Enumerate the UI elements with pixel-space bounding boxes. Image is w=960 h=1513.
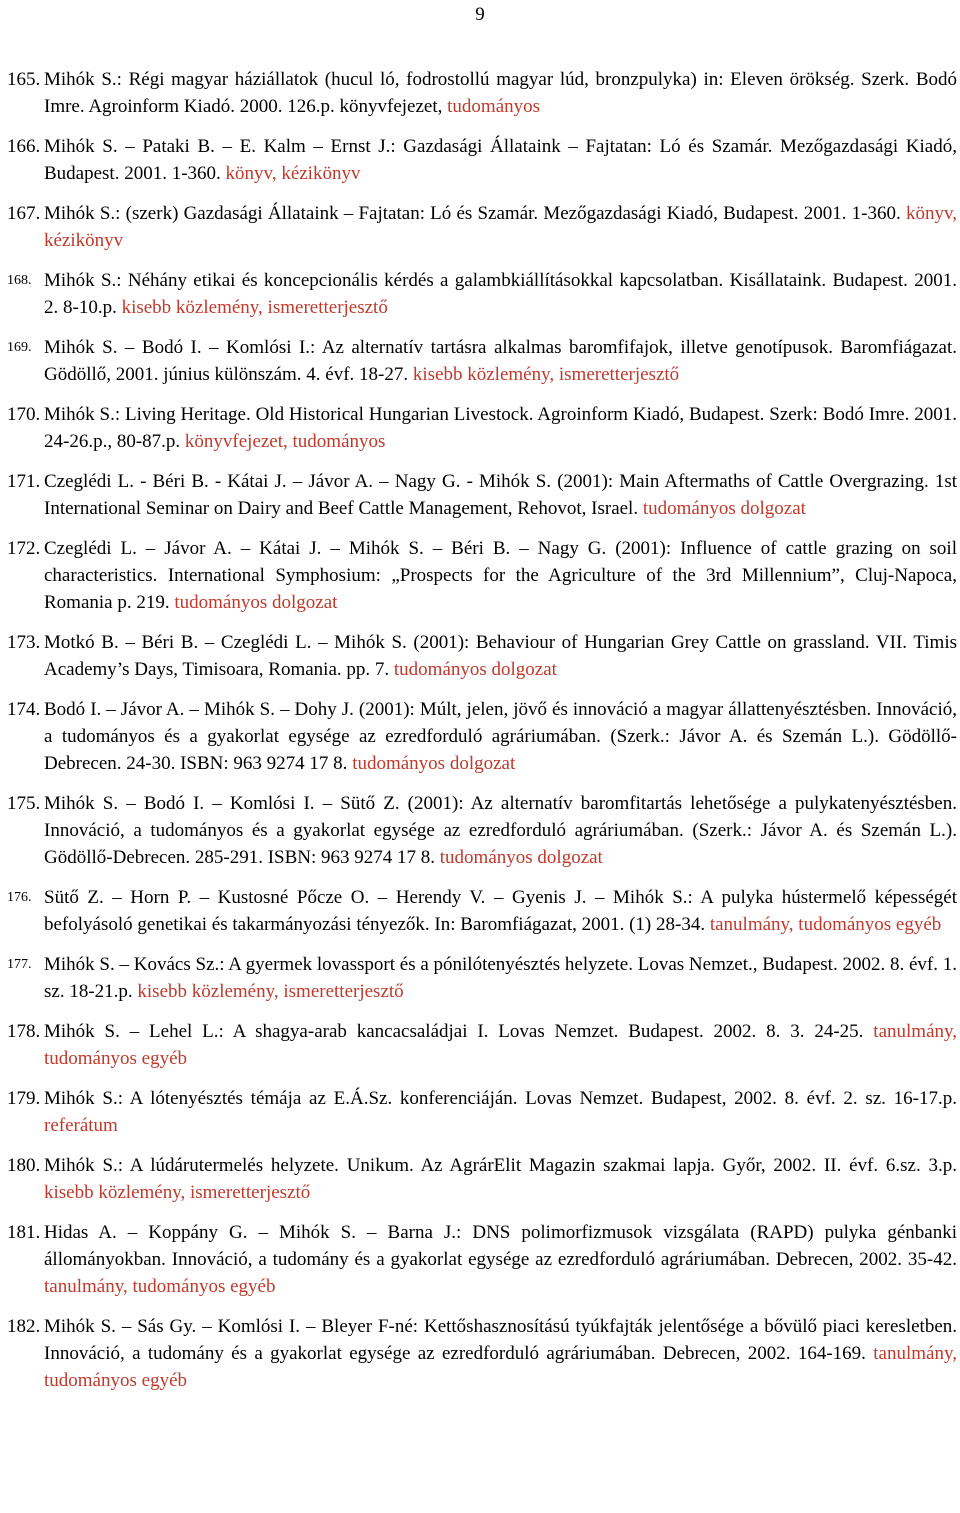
entry-citation: [44, 267, 957, 321]
entry-number: 173.: [7, 632, 41, 653]
list-item: [7, 1018, 957, 1072]
publication-type-label: tudományos dolgozat: [393, 659, 557, 680]
citation-text: Mihók S.: A lótenyésztés témája az E.Á.Sz. konferenciáján. Lovas Nemzet. Budapest, 2002. 8. évf. 2. sz. 16-17.p.: [44, 1088, 957, 1109]
entry-citation: [44, 401, 957, 455]
citation-text: Mihók S.: Régi magyar háziállatok (hucul ló, fodrostollú magyar lúd, bronzpulyka) in: Eleven örökség. Szerk. Bodó Imre. Agroinform Kiadó. 2000. 126.p. könyvfejezet,: [44, 69, 957, 117]
citation-text: Mihók S.: A lúdárutermelés helyzete. Unikum. Az AgrárElit Magazin szakmai lapja. Győr, 2002. II. évf. 6.sz. 3.p.: [44, 1155, 957, 1176]
entry-number: 177.: [7, 957, 32, 972]
citation-text: Mihók S. – Bodó I. – Komlósi I.: Az alternatív tartásra alkalmas baromfifajok, illetve genotípusok. Baromfiágazat. Gödöllő, 2001. június különszám. 4. évf. 18-27.: [44, 337, 957, 385]
entry-citation: [44, 1018, 957, 1072]
list-item: [7, 133, 957, 187]
list-item: [7, 1219, 957, 1300]
list-item: [7, 884, 957, 938]
citation-text: Mihók S.: Néhány etikai és koncepcionális kérdés a galambkiállításokkal kapcsolatban. Kisállataink. Budapest. 2001. 2. 8-10.p.: [44, 270, 957, 318]
publication-type-label: kisebb közlemény, ismeretterjesztő: [44, 1182, 311, 1203]
list-item: [7, 1152, 957, 1206]
publication-list: [7, 66, 957, 1407]
entry-number: 178.: [7, 1021, 41, 1042]
list-item: [7, 401, 957, 455]
entry-number: 165.: [7, 69, 41, 90]
publication-type-label: tanulmány, tudományos egyéb: [44, 1343, 957, 1391]
publication-type-label: tanulmány, tudományos egyéb: [44, 1021, 958, 1069]
citation-text: Mihók S.: (szerk) Gazdasági Állataink – Fajtatan: Ló és Szamár. Mezőgazdasági Kiadó, Budapest. 2001. 1-360.: [44, 203, 901, 224]
entry-citation: [44, 66, 957, 120]
publication-type-label: könyv, kézikönyv: [44, 203, 957, 251]
entry-number: 174.: [7, 699, 41, 720]
list-item: [7, 790, 957, 871]
citation-text: Mihók S. – Lehel L.: A shagya-arab kancacsaládjai I. Lovas Nemzet. Budapest. 2002. 8. 3. 24-25.: [44, 1021, 864, 1042]
list-item: [7, 334, 957, 388]
entry-number: 175.: [7, 793, 41, 814]
citation-text: Mihók S. – Sás Gy. – Komlósi I. – Bleyer F-né: Kettőshasznosítású tyúkfajták jelentősége a bővülő piaci keresletben. Innováció, a tudomány és a gyakorlat egysége az ezredforduló agráriumában. Debrecen, 2002. 164-169.: [44, 1316, 957, 1364]
list-item: [7, 468, 957, 522]
publication-type-label: tudományos dolgozat: [174, 592, 338, 613]
list-item: [7, 66, 957, 120]
entry-citation: [44, 1313, 957, 1394]
citation-text: Mihók S. – Bodó I. – Komlósi I. – Sütő Z. (2001): Az alternatív baromfitartás lehetősége a pulykatenyésztésben. Innováció, a tudományos és a gyakorlat egysége az ezredforduló agráriumában. (Szerk.: Jávor A. és Szemán L.). Gödöllő-Debrecen. 285-291. ISBN: 963 9274 17 8.: [44, 793, 957, 868]
list-item: [7, 951, 957, 1005]
entry-citation: [44, 334, 957, 388]
publication-type-label: tanulmány, tudományos egyéb: [709, 914, 942, 935]
list-item: [7, 1085, 957, 1139]
entry-number: 182.: [7, 1316, 41, 1337]
publication-type-label: tanulmány, tudományos egyéb: [44, 1276, 276, 1297]
entry-citation: [44, 1085, 957, 1139]
entry-number: 167.: [7, 203, 41, 224]
entry-number: 180.: [7, 1155, 41, 1176]
publication-type-label: tudományos dolgozat: [439, 847, 603, 868]
entry-citation: [44, 200, 957, 254]
publication-type-label: tudományos dolgozat: [352, 753, 516, 774]
citation-text: Mihók S. – Kovács Sz.: A gyermek lovassport és a pónilótenyésztés helyzete. Lovas Nemzet., Budapest. 2002. 8. évf. 1. sz. 18-21.p.: [44, 954, 957, 1002]
entry-number: 176.: [7, 890, 32, 905]
entry-number: 170.: [7, 404, 41, 425]
entry-citation: [44, 884, 957, 938]
citation-text: Hidas A. – Koppány G. – Mihók S. – Barna J.: DNS polimorfizmusok vizsgálata (RAPD) pulyka génbanki állományokban. Innováció, a tudomány és a gyakorlat egysége az ezredforduló agráriumában. Debrecen, 2002. 35-42.: [44, 1222, 957, 1270]
entry-number: 169.: [7, 340, 32, 355]
list-item: [7, 1313, 957, 1394]
citation-text: Bodó I. – Jávor A. – Mihók S. – Dohy J. (2001): Múlt, jelen, jövő és innováció a magyar állattenyésztésben. Innováció, a tudományos és a gyakorlat egysége az ezredforduló agráriumában. (Szerk.: Jávor A. és Szemán L.). Gödöllő-Debrecen. 24-30. ISBN: 963 9274 17 8.: [44, 699, 957, 774]
entry-number: 179.: [7, 1088, 41, 1109]
entry-citation: [44, 1152, 957, 1206]
entry-citation: [44, 629, 957, 683]
publication-type-label: tudományos: [447, 96, 541, 117]
entry-number: 181.: [7, 1222, 41, 1243]
list-item: [7, 696, 957, 777]
entry-citation: [44, 696, 957, 777]
entry-number: 171.: [7, 471, 41, 492]
entry-citation: [44, 133, 957, 187]
entry-number: 166.: [7, 136, 41, 157]
publication-type-label: könyv, kézikönyv: [225, 163, 361, 184]
publication-type-label: tudományos dolgozat: [642, 498, 806, 519]
citation-text: Mihók S. – Pataki B. – E. Kalm – Ernst J.: Gazdasági Állataink – Fajtatan: Ló és Szamár. Mezőgazdasági Kiadó, Budapest. 2001. 1-360.: [44, 136, 957, 184]
citation-text: Czeglédi L. - Béri B. - Kátai J. – Jávor A. – Nagy G. - Mihók S. (2001): Main Aftermaths of Cattle Overgrazing. 1st International Seminar on Dairy and Beef Cattle Management, Rehovot, Israel.: [44, 471, 957, 519]
citation-text: Sütő Z. – Horn P. – Kustosné Pőcze O. – Herendy V. – Gyenis J. – Mihók S.: A pulyka hústermelő képességét befolyásoló genetikai és takarmányozási tényezők. In: Baromfiágazat, 2001. (1) 28-34.: [44, 887, 957, 935]
entry-citation: [44, 1219, 957, 1300]
publication-type-label: könyvfejezet, tudományos: [184, 431, 386, 452]
publication-type-label: kisebb közlemény, ismeretterjesztő: [137, 981, 404, 1002]
list-item: [7, 629, 957, 683]
entry-citation: [44, 790, 957, 871]
citation-text: Czeglédi L. – Jávor A. – Kátai J. – Mihók S. – Béri B. – Nagy G. (2001): Influence of cattle grazing on soil characteristics. International Symphosium: „Prospects for the Agriculture of the 3rd Millennium”, Cluj-Napoca, Romania p. 219.: [44, 538, 957, 613]
list-item: [7, 535, 957, 616]
entry-citation: [44, 468, 957, 522]
citation-text: Mihók S.: Living Heritage. Old Historical Hungarian Livestock. Agroinform Kiadó, Budapest. Szerk: Bodó Imre. 2001. 24-26.p., 80-87.p.: [44, 404, 957, 452]
publication-type-label: kisebb közlemény, ismeretterjesztő: [121, 297, 388, 318]
list-item: [7, 200, 957, 254]
entry-number: 172.: [7, 538, 41, 559]
page-number: 9: [475, 4, 485, 25]
entry-citation: [44, 951, 957, 1005]
publication-type-label: kisebb közlemény, ismeretterjesztő: [412, 364, 680, 385]
citation-text: Motkó B. – Béri B. – Czeglédi L. – Mihók S. (2001): Behaviour of Hungarian Grey Cattle on grassland. VII. Timis Academy’s Days, Timisoara, Romania. pp. 7.: [44, 632, 957, 680]
publication-type-label: referátum: [44, 1115, 118, 1136]
entry-number: 168.: [7, 273, 32, 288]
entry-citation: [44, 535, 957, 616]
list-item: [7, 267, 957, 321]
